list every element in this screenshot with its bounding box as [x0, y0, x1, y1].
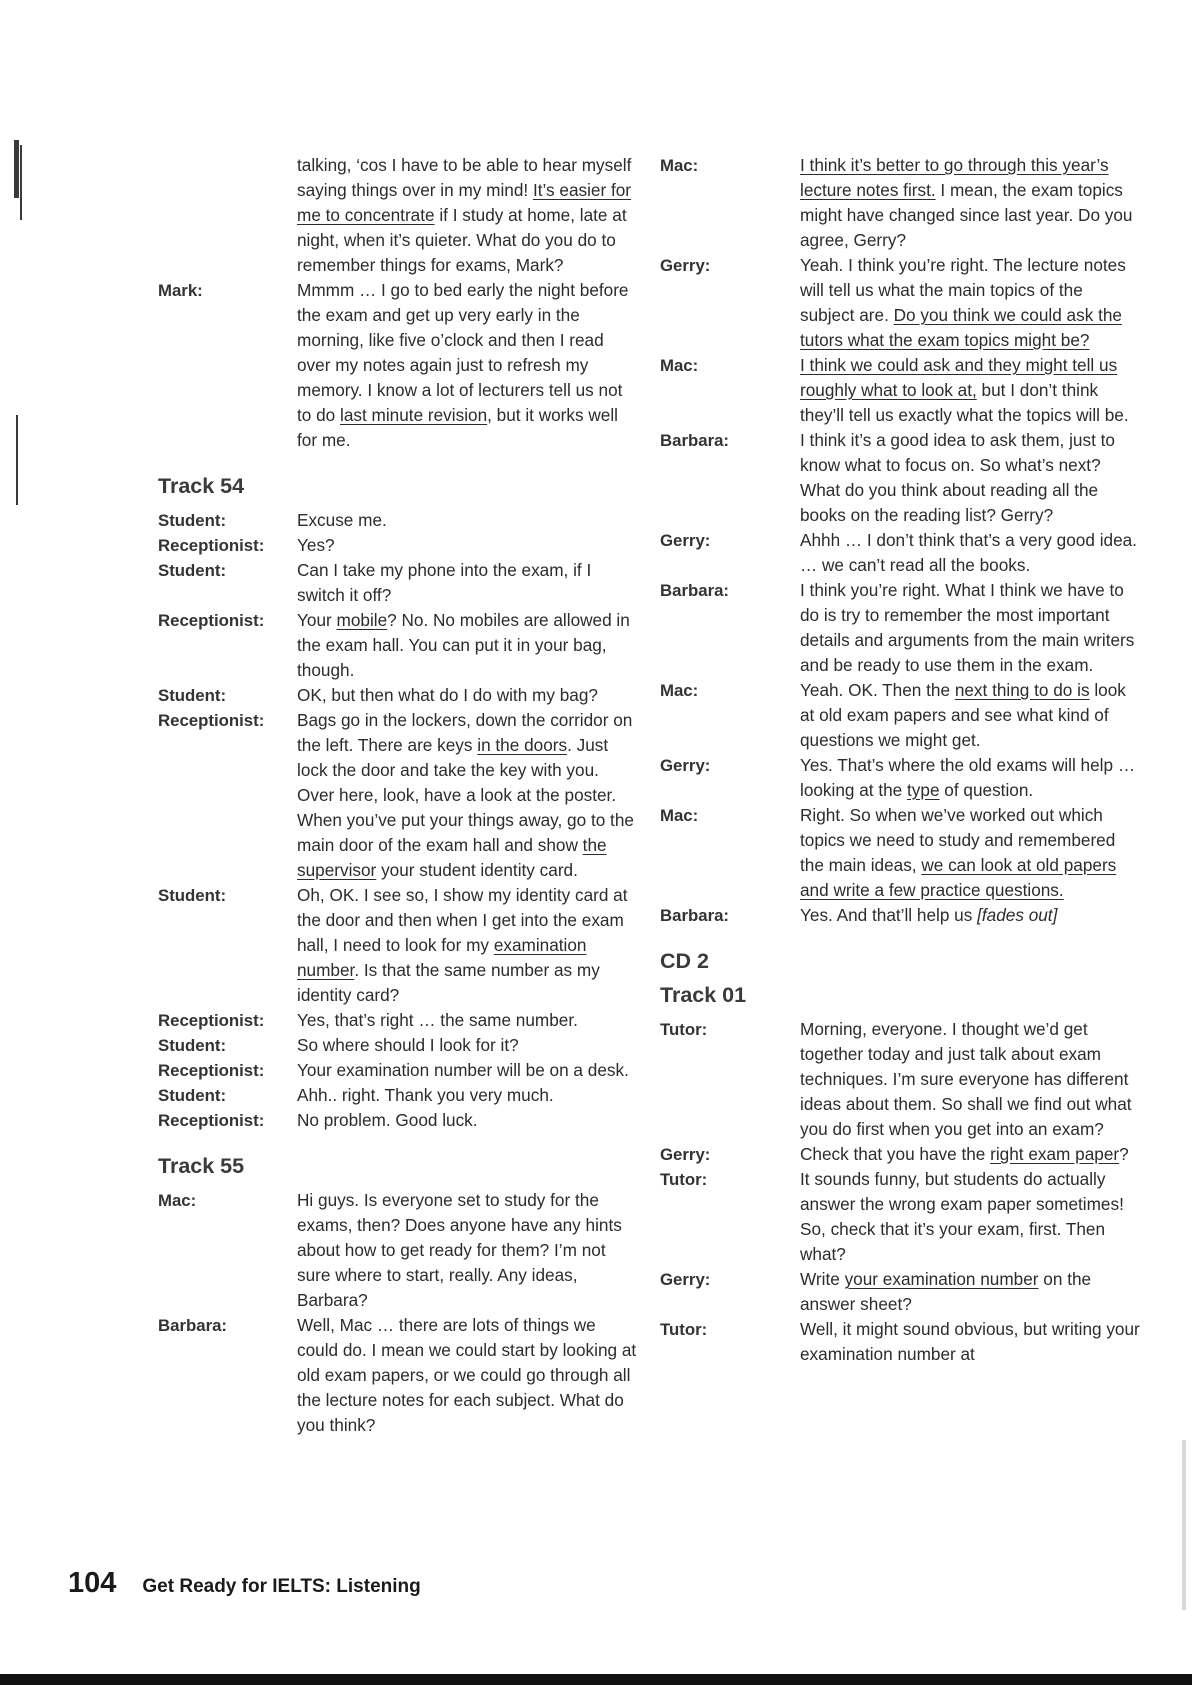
- dialogue-text: [800, 1267, 1140, 1317]
- dialogue-text: [800, 528, 1140, 578]
- text-run: look at old exam papers and see what kind of questions we might get.: [800, 680, 1126, 750]
- text-run: Your: [297, 610, 337, 630]
- track-55-heading: Track 55: [158, 1154, 245, 1178]
- text-run: ?: [1119, 1144, 1129, 1164]
- dialogue-line: [158, 558, 638, 608]
- dialogue-text: [297, 1008, 638, 1033]
- dialogue-line: [660, 753, 1140, 803]
- dialogue-text: [297, 278, 638, 453]
- dialogue-text: [297, 608, 638, 683]
- dialogue-line: [158, 683, 638, 708]
- dialogue-text: [297, 1313, 638, 1438]
- speaker-label: Gerry:: [660, 1270, 711, 1289]
- dialogue-line: [660, 1317, 1140, 1367]
- dialogue-text: [297, 508, 638, 533]
- speaker-label: Gerry:: [660, 1145, 711, 1164]
- text-run: Yes, that’s right … the same number.: [297, 1010, 578, 1030]
- track-01-heading: Track 01: [660, 983, 747, 1007]
- dialogue-line: [158, 1083, 638, 1108]
- speaker-label: Mac:: [158, 1191, 197, 1210]
- text-run: Ahh.. right. Thank you very much.: [297, 1085, 554, 1105]
- text-run: Hi guys. Is everyone set to study for the exams, then? Does anyone have any hints about how to get ready for them? I’m not sure where to start, really. Any ideas, Barbara?: [297, 1190, 622, 1310]
- text-run: Mmmm … I go to bed early the night before the exam and get up very early in the morning, like five o’clock and then I read over my notes again just to refresh my memory. I know a lot of lecturers tell us not to do: [297, 280, 629, 425]
- dialogue-text: [800, 678, 1140, 753]
- dialogue-line: [158, 508, 638, 533]
- dialogue-line: [660, 428, 1140, 528]
- dialogue-text: [297, 153, 638, 278]
- dialogue-text: [800, 753, 1140, 803]
- dialogue-text: [800, 153, 1140, 253]
- underlined-phrase: mobile: [336, 610, 388, 630]
- speaker-label: Tutor:: [660, 1320, 708, 1339]
- dialogue-text: [297, 1108, 638, 1133]
- dialogue-line: [660, 353, 1140, 428]
- dialogue-line: [158, 1108, 638, 1133]
- dialogue-text: [800, 428, 1140, 528]
- dialogue-text: [800, 353, 1140, 428]
- dialogue-line: [158, 1033, 638, 1058]
- dialogue-text: [800, 1017, 1140, 1142]
- track-55-dialogue: [158, 1188, 638, 1438]
- dialogue-line: [158, 1058, 638, 1083]
- dialogue-text: [800, 803, 1140, 903]
- dialogue-line: [660, 253, 1140, 353]
- underlined-phrase: examination number: [297, 935, 587, 980]
- speaker-label: Receptionist:: [158, 536, 265, 555]
- dialogue-text: [800, 578, 1140, 678]
- page-number: 104: [68, 1567, 117, 1599]
- underlined-phrase: last minute revision: [340, 405, 488, 425]
- speaker-label: Student:: [158, 511, 227, 530]
- text-run: Check that you have the: [800, 1144, 991, 1164]
- dialogue-line: [660, 678, 1140, 753]
- text-run: , but it works well for me.: [297, 405, 618, 450]
- text-run: on the answer sheet?: [800, 1269, 1092, 1314]
- text-run: talking, ‘cos I have to be able to hear myself saying things over in my mind!: [297, 155, 632, 200]
- text-run: Bags go in the lockers, down the corridor on the left. There are keys: [297, 710, 633, 755]
- book-title: Get Ready for IELTS: Listening: [142, 1576, 421, 1597]
- text-run: Can I take my phone into the exam, if I switch it off?: [297, 560, 592, 605]
- dialogue-text: [297, 1188, 638, 1313]
- text-run: Your examination number will be on a desk.: [297, 1060, 629, 1080]
- dialogue-text: [297, 683, 638, 708]
- dialogue-text: [800, 253, 1140, 353]
- track-55-continued: [660, 153, 1140, 928]
- text-run: It sounds funny, but students do actually answer the wrong exam paper sometimes! So, check that it’s your exam, first. Then what?: [800, 1169, 1124, 1264]
- dialogue-line: [660, 528, 1140, 578]
- underlined-phrase: type: [907, 780, 940, 800]
- text-run: Right. So when we’ve worked out which topics we need to study and remembered the main ideas,: [800, 805, 1116, 875]
- dialogue-line: [660, 1267, 1140, 1317]
- scan-mark: [16, 415, 18, 505]
- dialogue-text: [800, 1317, 1140, 1367]
- dialogue-line: [158, 278, 638, 453]
- speaker-label: Student:: [158, 886, 227, 905]
- text-run: Ahhh … I don’t think that’s a very good idea. … we can’t read all the books.: [800, 530, 1137, 575]
- underlined-phrase: we can look at old papers and write a few practice questions.: [800, 855, 1117, 900]
- dialogue-text: [297, 1083, 638, 1108]
- text-run: of question.: [939, 780, 1034, 800]
- right-column: [660, 153, 1140, 1367]
- speaker-label: Mac:: [660, 681, 699, 700]
- dialogue-text: [800, 1167, 1140, 1267]
- intro-block: [158, 153, 638, 453]
- dialogue-line: [158, 153, 638, 278]
- text-run: Yeah. OK. Then the: [800, 680, 955, 700]
- text-run: your student identity card.: [376, 860, 578, 880]
- track-01-dialogue: [660, 1017, 1140, 1367]
- dialogue-line: [660, 803, 1140, 903]
- text-run: Yes?: [297, 535, 335, 555]
- dialogue-line: [158, 708, 638, 883]
- underlined-phrase: I think it’s better to go through this year’s lecture notes first.: [800, 155, 1109, 200]
- speaker-label: Student:: [158, 561, 227, 580]
- underlined-phrase: your examination number: [844, 1269, 1039, 1289]
- dialogue-text: [800, 903, 1140, 928]
- underlined-phrase: I think we could ask and they might tell us roughly what to look at,: [800, 355, 1118, 400]
- scan-mark: [14, 140, 19, 198]
- dialogue-line: [660, 1017, 1140, 1142]
- speaker-label: Barbara:: [660, 581, 730, 600]
- cd-heading: CD 2: [660, 949, 709, 973]
- speaker-label: Student:: [158, 686, 227, 705]
- speaker-label: Barbara:: [660, 906, 730, 925]
- speaker-label: Tutor:: [660, 1170, 708, 1189]
- text-run: . Just lock the door and take the key with you. Over here, look, have a look at the poster. When you’ve put your things away, go to the main door of the exam hall and show: [297, 735, 634, 855]
- text-run: Yes. That’s where the old exams will help … looking at the: [800, 755, 1136, 800]
- text-run: but I don’t think they’ll tell us exactly what the topics will be.: [800, 380, 1129, 425]
- speaker-label: Mark:: [158, 281, 203, 300]
- scan-mark: [20, 145, 22, 220]
- dialogue-line: [660, 1142, 1140, 1167]
- dialogue-line: [158, 1188, 638, 1313]
- dialogue-text: [297, 1033, 638, 1058]
- text-run: if I study at home, late at night, when it’s quieter. What do you do to remember things for exams, Mark?: [297, 205, 627, 275]
- text-run: Well, it might sound obvious, but writing your examination number at: [800, 1319, 1140, 1364]
- underlined-phrase: in the doors: [477, 735, 568, 755]
- speaker-label: Receptionist:: [158, 611, 265, 630]
- text-run: Oh, OK. I see so, I show my identity card at the door and then when I get into the exam hall, I need to look for my: [297, 885, 628, 955]
- speaker-label: Gerry:: [660, 756, 711, 775]
- text-run: So where should I look for it?: [297, 1035, 519, 1055]
- text-run: Well, Mac … there are lots of things we could do. I mean we could start by looking at old exam papers, or we could go through all the lecture notes for each subject. What do you think?: [297, 1315, 637, 1435]
- speaker-label: Barbara:: [660, 431, 730, 450]
- speaker-label: Mac:: [660, 356, 699, 375]
- dialogue-line: [158, 883, 638, 1008]
- speaker-label: Receptionist:: [158, 1061, 265, 1080]
- underlined-phrase: right exam paper: [990, 1144, 1120, 1164]
- left-column: [158, 153, 638, 1438]
- text-run: Write: [800, 1269, 845, 1289]
- dialogue-line: [158, 1008, 638, 1033]
- underlined-phrase: It’s easier for me to concentrate: [297, 180, 632, 225]
- speaker-label: Mac:: [660, 806, 699, 825]
- speaker-label: Gerry:: [660, 256, 711, 275]
- dialogue-text: [297, 708, 638, 883]
- text-run: I think it’s a good idea to ask them, just to know what to focus on. So what’s next? What do you think about reading all the books on the reading list? Gerry?: [800, 430, 1115, 525]
- speaker-label: Mac:: [660, 156, 699, 175]
- dialogue-text: [800, 1142, 1140, 1167]
- text-run: I think you’re right. What I think we have to do is try to remember the most important details and arguments from the main writers and be ready to use them in the exam.: [800, 580, 1135, 675]
- dialogue-line: [660, 578, 1140, 678]
- text-run: OK, but then what do I do with my bag?: [297, 685, 598, 705]
- speaker-label: [158, 153, 297, 278]
- dialogue-text: [297, 883, 638, 1008]
- speaker-label: Receptionist:: [158, 1011, 265, 1030]
- dialogue-text: [297, 1058, 638, 1083]
- underlined-phrase: the supervisor: [297, 835, 607, 880]
- page-footer: [68, 1567, 421, 1600]
- stage-direction: [fades out]: [977, 905, 1058, 925]
- dialogue-line: [158, 608, 638, 683]
- text-run: Yes. And that’ll help us: [800, 905, 978, 925]
- underlined-phrase: next thing to do is: [954, 680, 1090, 700]
- speaker-label: Tutor:: [660, 1020, 708, 1039]
- speaker-label: Student:: [158, 1036, 227, 1055]
- underlined-phrase: Do you think we could ask the tutors what the exam topics might be?: [800, 305, 1122, 350]
- text-run: ? No. No mobiles are allowed in the exam hall. You can put it in your bag, though.: [297, 610, 630, 680]
- text-run: I mean, the exam topics might have changed since last year. Do you agree, Gerry?: [800, 180, 1133, 250]
- speaker-label: Receptionist:: [158, 1111, 265, 1130]
- dialogue-text: [297, 558, 638, 608]
- dialogue-line: [158, 1313, 638, 1438]
- dialogue-line: [660, 1167, 1140, 1267]
- scan-edge: [1182, 1440, 1186, 1610]
- text-run: No problem. Good luck.: [297, 1110, 478, 1130]
- text-run: Morning, everyone. I thought we’d get together today and just talk about exam techniques. I’m sure everyone has different ideas about them. So shall we find out what you do first when you get into an exam?: [800, 1019, 1132, 1139]
- dialogue-line: [660, 153, 1140, 253]
- speaker-label: Barbara:: [158, 1316, 228, 1335]
- scan-bottom-band: [0, 1674, 1192, 1685]
- track-54-heading: Track 54: [158, 474, 245, 498]
- speaker-label: Gerry:: [660, 531, 711, 550]
- text-run: Excuse me.: [297, 510, 387, 530]
- dialogue-text: [297, 533, 638, 558]
- speaker-label: Receptionist:: [158, 711, 265, 730]
- dialogue-line: [660, 903, 1140, 928]
- speaker-label: Student:: [158, 1086, 227, 1105]
- track-54-dialogue: [158, 508, 638, 1133]
- text-run: Yeah. I think you’re right. The lecture notes will tell us what the main topics of the subject are.: [800, 255, 1126, 325]
- dialogue-line: [158, 533, 638, 558]
- text-run: . Is that the same number as my identity card?: [297, 960, 600, 1005]
